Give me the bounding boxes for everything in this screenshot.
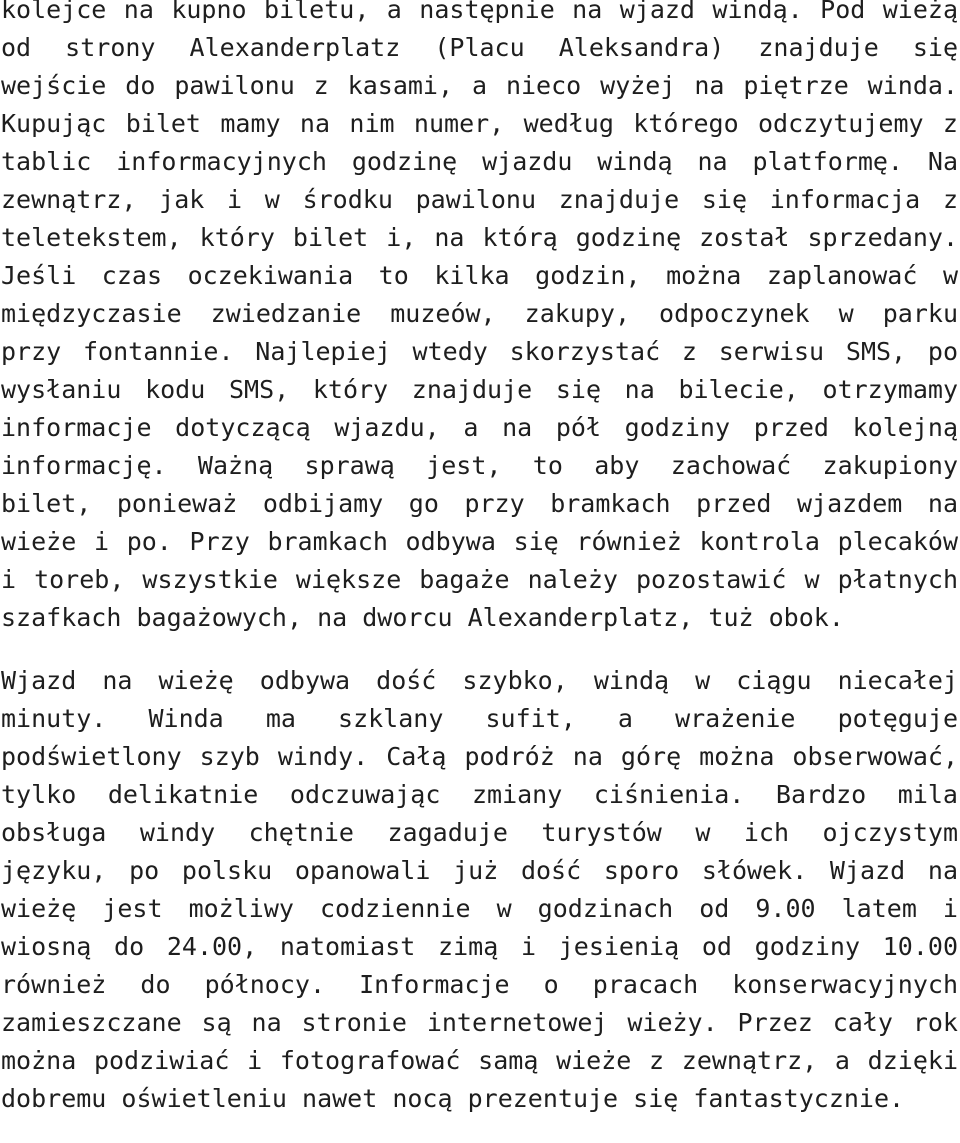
text-line: Jeśli czas oczekiwania to kilka godzin, można zaplanować w: [1, 261, 958, 290]
text-line: teletekstem, który bilet i, na którą godzinę został sprzedany.: [1, 223, 958, 252]
text-line: obsługa windy chętnie zagaduje turystów w ich ojczystym: [1, 818, 958, 847]
text-line: wieżę jest możliwy codziennie w godzinach od 9.00 latem i: [1, 894, 958, 923]
text-line: zewnątrz, jak i w środku pawilonu znajduje się informacja z: [1, 185, 958, 214]
text-line: zamieszczane są na stronie internetowej wieży. Przez cały rok: [1, 1008, 958, 1037]
text-line: tylko delikatnie odczuwając zmiany ciśnienia. Bardzo mila: [1, 780, 958, 809]
text-line: wieże i po. Przy bramkach odbywa się również kontrola plecaków: [1, 527, 958, 556]
text-line: języku, po polsku opanowali już dość sporo słówek. Wjazd na: [1, 856, 958, 885]
paragraph-tickets: [1, 0, 958, 637]
paragraph-elevator: [1, 662, 958, 1118]
text-line: międzyczasie zwiedzanie muzeów, zakupy, odpoczynek w parku: [1, 299, 958, 328]
text-line: przy fontannie. Najlepiej wtedy skorzystać z serwisu SMS, po: [1, 337, 958, 366]
text-line: informację. Ważną sprawą jest, to aby zachować zakupiony: [1, 451, 958, 480]
text-line: wiosną do 24.00, natomiast zimą i jesienią od godziny 10.00: [1, 932, 958, 961]
text-line: wysłaniu kodu SMS, który znajduje się na bilecie, otrzymamy: [1, 375, 958, 404]
text-line: dobremu oświetleniu nawet nocą prezentuje się fantastycznie.: [1, 1084, 905, 1113]
text-line: od strony Alexanderplatz (Placu Aleksandra) znajduje się: [1, 33, 958, 62]
text-line: kolejce na kupno biletu, a następnie na wjazd windą. Pod wieżą: [1, 0, 958, 24]
text-line: można podziwiać i fotografować samą wieże z zewnątrz, a dzięki: [1, 1046, 958, 1075]
text-line: bilet, ponieważ odbijamy go przy bramkach przed wjazdem na: [1, 489, 958, 518]
text-line: tablic informacyjnych godzinę wjazdu windą na platformę. Na: [1, 147, 958, 176]
text-line: informacje dotyczącą wjazdu, a na pół godziny przed kolejną: [1, 413, 958, 442]
text-line: szafkach bagażowych, na dworcu Alexanderplatz, tuż obok.: [1, 603, 844, 632]
text-line: Wjazd na wieżę odbywa dość szybko, windą w ciągu niecałej: [1, 666, 958, 695]
text-line: minuty. Winda ma szklany sufit, a wrażenie potęguje: [1, 704, 958, 733]
text-line: również do północy. Informacje o pracach konserwacyjnych: [1, 970, 958, 999]
text-line: i toreb, wszystkie większe bagaże należy pozostawić w płatnych: [1, 565, 958, 594]
text-line: Kupując bilet mamy na nim numer, według którego odczytujemy z: [1, 109, 958, 138]
text-line: wejście do pawilonu z kasami, a nieco wyżej na piętrze winda.: [1, 71, 958, 100]
article-body: [1, 0, 958, 1143]
text-line: podświetlony szyb windy. Całą podróż na górę można obserwować,: [1, 742, 958, 771]
